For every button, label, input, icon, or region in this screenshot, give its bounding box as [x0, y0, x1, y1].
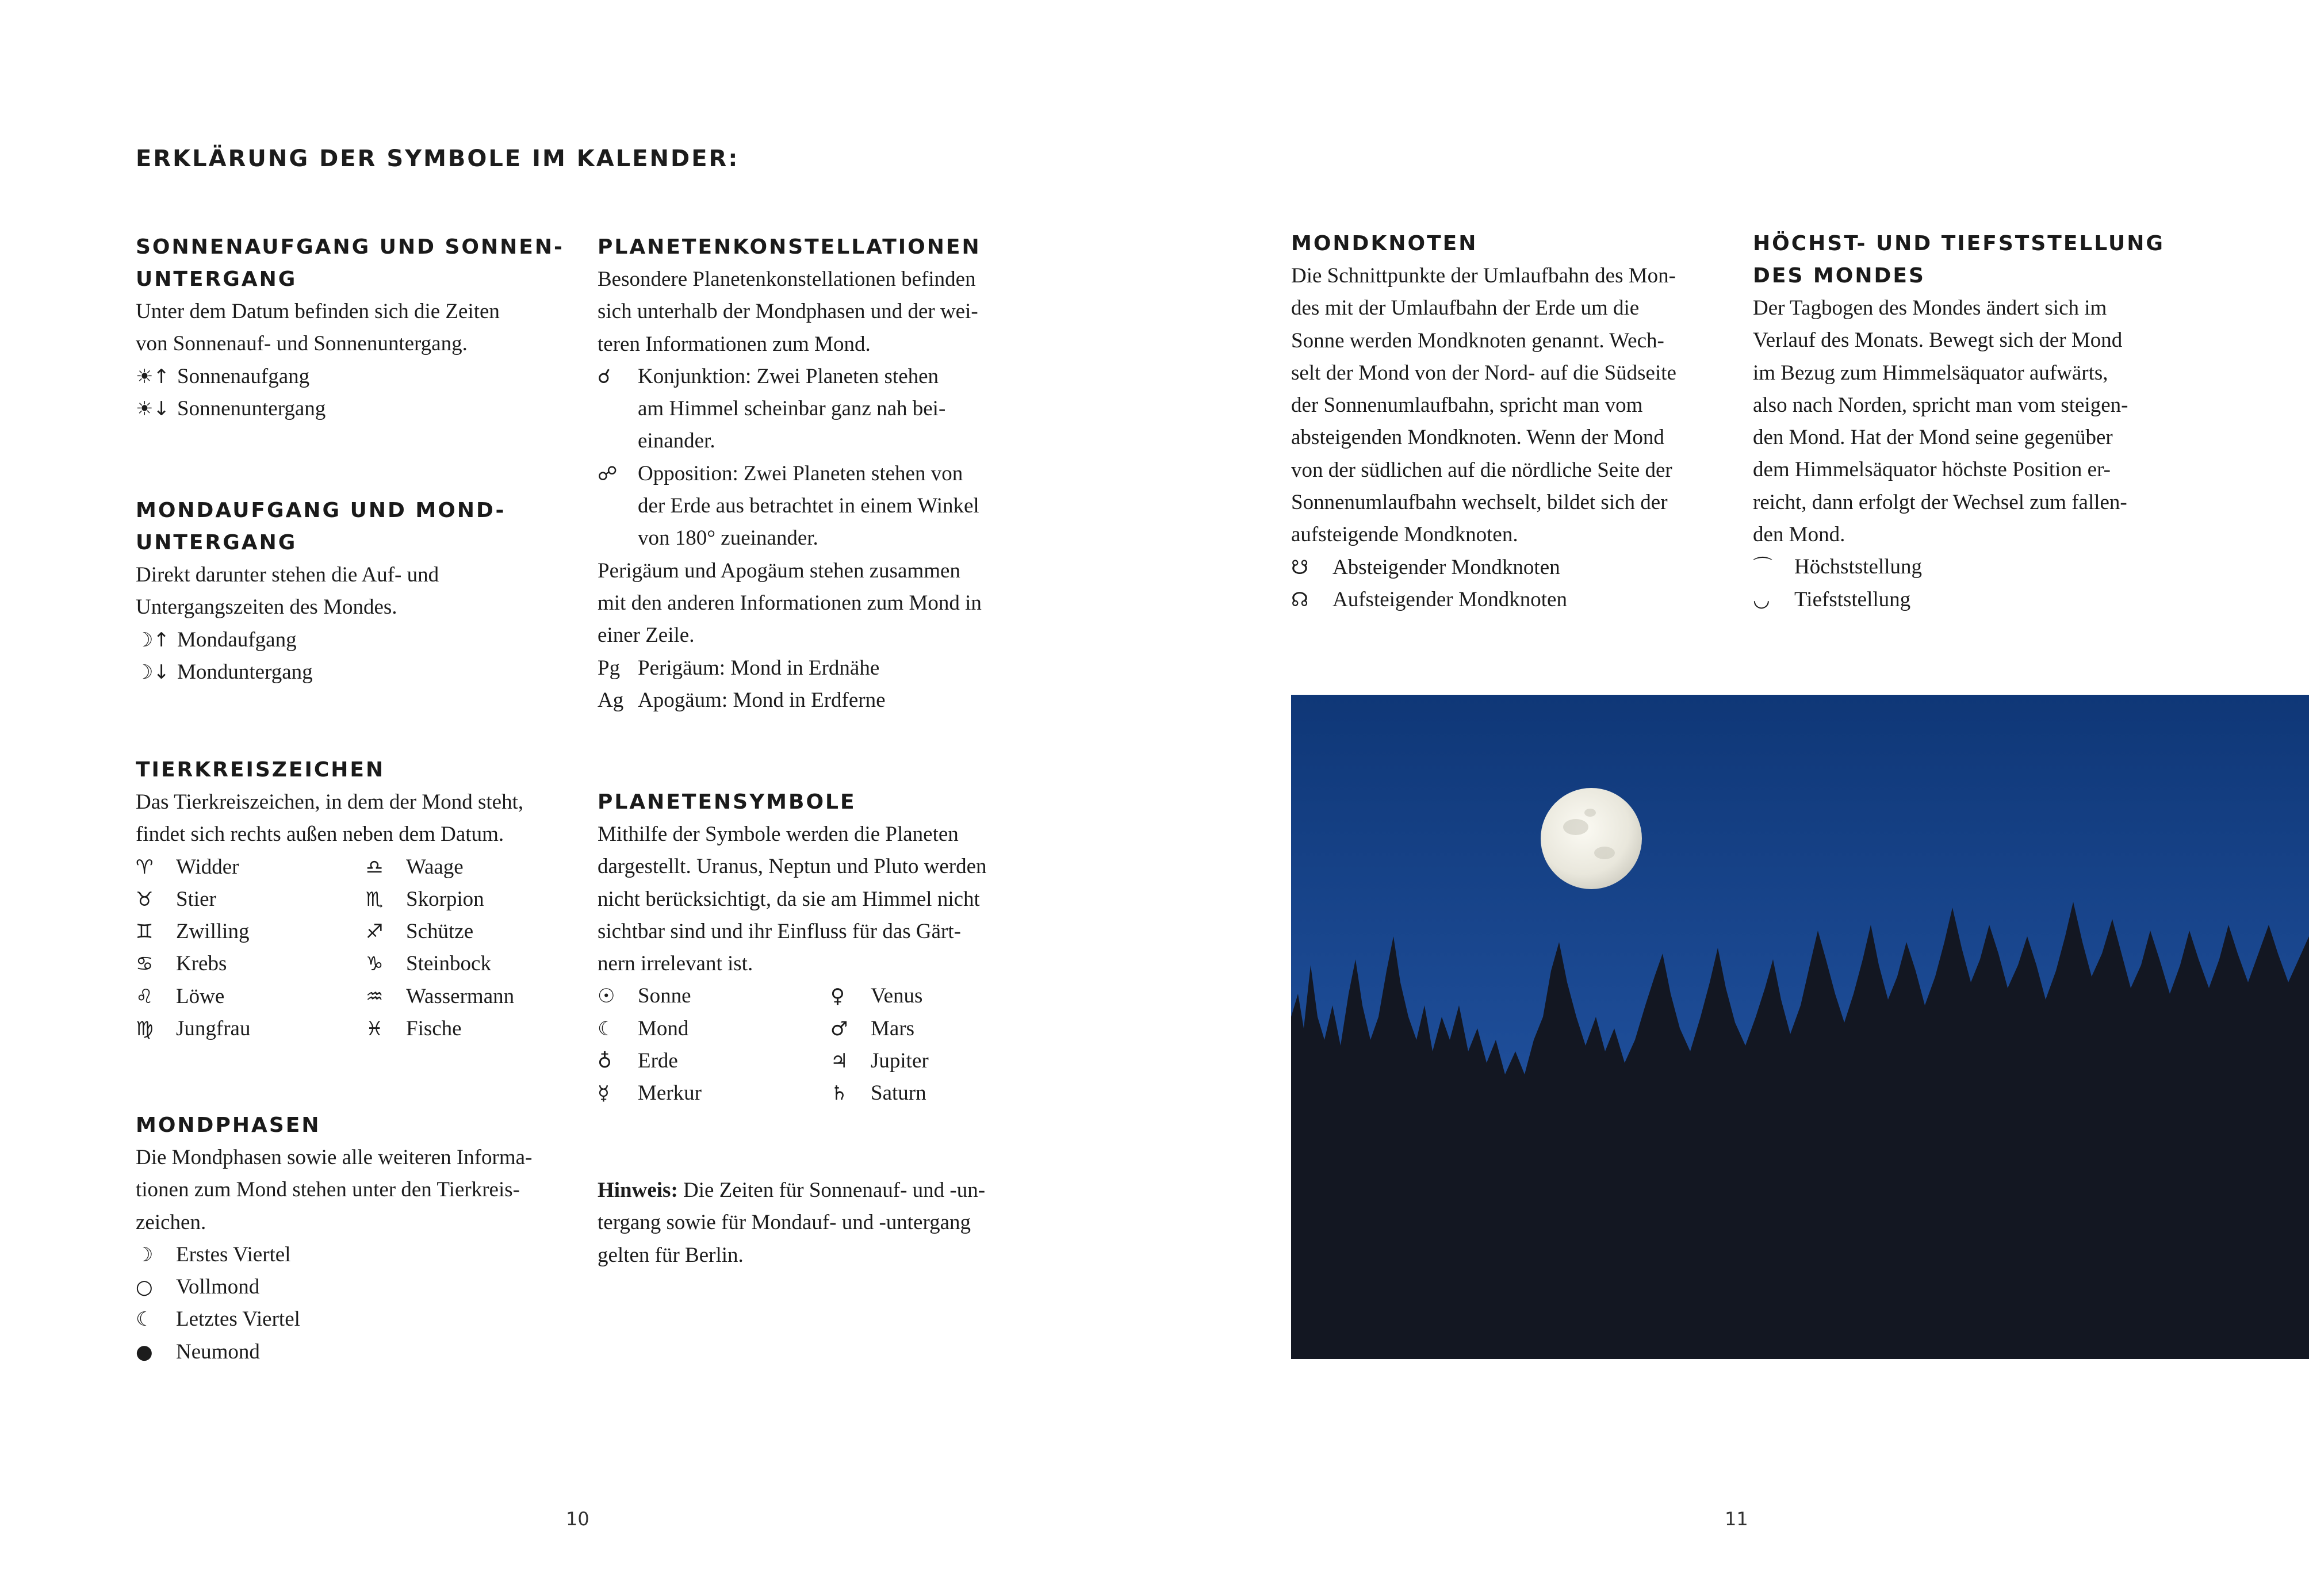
body-text: einander.: [638, 429, 715, 453]
moonphase-item: ○ Vollmond: [136, 1271, 567, 1303]
jupiter-icon: ♃: [830, 1050, 848, 1073]
body-text: von Sonnenauf- und Sonnenuntergang.: [136, 332, 468, 356]
perigaeum-item: Pg Perigäum: Mond in Erdnähe: [598, 652, 1029, 684]
hinweis-text: Hinweis: Die Zeiten für Sonnenauf- und -un-: [598, 1178, 986, 1202]
lowest-position-icon: ◡: [1753, 588, 1770, 611]
body-text: zeichen.: [136, 1210, 206, 1234]
section-heading: PLANETENSYMBOLE: [598, 790, 856, 814]
body-text: den Mond.: [1753, 523, 1845, 547]
venus-icon: ♀: [830, 985, 845, 1008]
new-moon-icon: ●: [136, 1340, 153, 1364]
section-heading: TIERKREISZEICHEN: [136, 758, 385, 782]
moon: [1541, 788, 1642, 889]
leo-icon: ♌: [136, 985, 154, 1008]
section-mondphasen: [136, 1109, 567, 1368]
body-text: Verlauf des Monats. Bewegt sich der Mond: [1753, 328, 2123, 353]
konjunktion-item: ☌ Konjunktion: Zwei Planeten stehen: [598, 361, 1029, 393]
sunset-icon: ☀↓: [136, 397, 170, 420]
highest-position-icon: ⌒: [1753, 556, 1772, 579]
page-title: ERKLÄRUNG DER SYMBOLE IM KALENDER:: [136, 146, 740, 172]
planet-item: ♀ Venus: [830, 980, 1063, 1012]
zodiac-item: ♌ Löwe: [136, 981, 366, 1013]
zodiac-item: ♑ Steinbock: [366, 948, 596, 980]
planet-grid: [598, 980, 1029, 1109]
cancer-icon: ♋: [136, 952, 154, 976]
gemini-icon: ♊: [136, 920, 154, 944]
first-quarter-icon: ☽: [136, 1243, 154, 1266]
planet-item: ☿ Merkur: [598, 1077, 830, 1109]
body-text: Sonne werden Mondknoten genannt. Wech-: [1291, 328, 1664, 353]
body-text: tergang sowie für Mondauf- und -untergang: [598, 1211, 971, 1235]
moon-icon: ☾: [598, 1017, 615, 1040]
page-number-right: 11: [1725, 1508, 1748, 1530]
planet-item: ♁ Erde: [598, 1045, 830, 1077]
body-text: Die Mondphasen sowie alle weiteren Informa-: [136, 1146, 533, 1169]
zodiac-item: ♉ Stier: [136, 883, 366, 916]
scorpio-icon: ♏: [366, 887, 384, 911]
section-mondknoten: [1291, 228, 1722, 616]
body-text: also nach Norden, spricht man vom steigen-: [1753, 393, 2128, 417]
section-heading: MONDPHASEN: [136, 1113, 321, 1137]
section-heading: MONDKNOTEN: [1291, 232, 1478, 255]
aries-icon: ♈: [136, 855, 154, 879]
section-tierkreiszeichen: [136, 754, 567, 1045]
zodiac-grid: [136, 851, 567, 1046]
body-text: Untergangszeiten des Mondes.: [136, 595, 397, 619]
position-item: ◡ Tiefststellung: [1753, 584, 2184, 616]
moonphase-item: ☽ Erstes Viertel: [136, 1239, 567, 1271]
opposition-item: ☍ Opposition: Zwei Planeten stehen von: [598, 458, 1029, 490]
body-text: Die Schnittpunkte der Umlaufbahn des Mon-: [1291, 264, 1676, 288]
planet-item: ♄ Saturn: [830, 1077, 1063, 1109]
body-text: der Erde aus betrachtet in einem Winkel: [638, 494, 979, 518]
aquarius-icon: ♒: [366, 985, 384, 1008]
position-item: ⌒ Höchststellung: [1753, 551, 2184, 583]
zodiac-item: ♊ Zwilling: [136, 916, 366, 948]
moon-forest-illustration: [1291, 695, 2309, 1359]
taurus-icon: ♉: [136, 887, 154, 911]
body-text: dem Himmelsäquator höchste Position er-: [1753, 458, 2111, 482]
body-text: teren Informationen zum Mond.: [598, 332, 871, 356]
body-text: gelten für Berlin.: [598, 1243, 744, 1267]
body-text: im Bezug zum Himmelsäquator aufwärts,: [1753, 361, 2108, 385]
moonrise-icon: ☽↑: [136, 628, 170, 652]
ascending-node-icon: ☊: [1291, 588, 1309, 611]
moonphase-item: ☾ Letztes Viertel: [136, 1303, 567, 1335]
body-text: von 180° zueinander.: [638, 526, 818, 550]
full-moon-icon: ○: [136, 1276, 153, 1299]
earth-icon: ♁: [598, 1050, 612, 1073]
body-text: Perigäum und Apogäum stehen zusammen: [598, 558, 960, 583]
section-heading: HÖCHST- UND TIEFSTSTELLUNG DES MONDES: [1753, 232, 2165, 288]
legend-item: ☽↑ Mondaufgang: [136, 624, 567, 656]
body-text: sichtbar sind und ihr Einfluss für das Gärt-: [598, 919, 961, 943]
hinweis-label: Hinweis:: [598, 1178, 678, 1202]
legend-item: ☽↓ Monduntergang: [136, 656, 567, 688]
capricorn-icon: ♑: [366, 952, 384, 976]
node-item: ☊ Aufsteigender Mondknoten: [1291, 584, 1722, 616]
section-planetensymbole: [598, 786, 1029, 1110]
zodiac-item: ♎ Waage: [366, 851, 596, 883]
section-heading: MONDAUFGANG UND MOND- UNTERGANG: [136, 499, 506, 554]
body-text: einer Zeile.: [598, 623, 695, 648]
body-text: dargestellt. Uranus, Neptun und Pluto werden: [598, 855, 987, 879]
section-hinweis: [598, 1174, 1029, 1272]
sunrise-icon: ☀↑: [136, 365, 170, 388]
mars-icon: ♂: [830, 1017, 848, 1040]
body-text: Unter dem Datum befinden sich die Zeiten: [136, 300, 500, 323]
body-text: reicht, dann erfolgt der Wechsel zum fallen-: [1753, 490, 2127, 514]
moonphase-item: ● Neumond: [136, 1336, 567, 1368]
body-text: der Sonnenumlaufbahn, spricht man vom: [1291, 393, 1643, 418]
apogaeum-item: Ag Apogäum: Mond in Erdferne: [598, 684, 1029, 717]
saturn-icon: ♄: [830, 1082, 848, 1105]
section-mondaufgang: [136, 495, 567, 688]
descending-node-icon: ☋: [1291, 556, 1309, 579]
planet-item: ☉ Sonne: [598, 980, 830, 1012]
body-text: nicht berücksichtigt, da sie am Himmel nicht: [598, 887, 980, 911]
body-text: nern irrelevant ist.: [598, 952, 753, 976]
body-text: den Mond. Hat der Mond seine gegenüber: [1753, 426, 2113, 450]
opposition-icon: ☍: [598, 462, 618, 485]
body-text: Mithilfe der Symbole werden die Planeten: [598, 822, 959, 846]
virgo-icon: ♍: [136, 1017, 154, 1041]
moon-forest-photo: [1291, 695, 2309, 1359]
conjunction-icon: ☌: [598, 365, 611, 388]
planet-item: ♂ Mars: [830, 1013, 1063, 1045]
zodiac-item: ♈ Widder: [136, 851, 366, 883]
body-text: selt der Mond von der Nord- auf die Südseite: [1291, 361, 1676, 385]
body-text: Direkt darunter stehen die Auf- und: [136, 563, 439, 587]
section-heading: PLANETENKONSTELLATIONEN: [598, 235, 981, 259]
body-text: mit den anderen Informationen zum Mond in: [598, 591, 982, 615]
legend-item: ☀↓ Sonnenuntergang: [136, 393, 567, 425]
zodiac-item: ♐ Schütze: [366, 916, 596, 948]
body-text: findet sich rechts außen neben dem Datum.: [136, 822, 504, 847]
planet-item: ♃ Jupiter: [830, 1045, 1063, 1077]
section-heading: SONNENAUFGANG UND SONNEN- UNTERGANG: [136, 235, 564, 291]
apogee-abbr: Ag: [598, 688, 624, 712]
perigee-abbr: Pg: [598, 656, 621, 680]
section-planetenkonstellationen: [598, 231, 1029, 717]
planet-item: ☾ Mond: [598, 1013, 830, 1045]
body-text: Besondere Planetenkonstellationen befinden: [598, 267, 976, 291]
moonset-icon: ☽↓: [136, 660, 170, 684]
body-text: absteigenden Mondknoten. Wenn der Mond: [1291, 426, 1664, 450]
section-hoechststellung: [1753, 228, 2184, 616]
zodiac-item: ♒ Wassermann: [366, 981, 596, 1013]
zodiac-item: ♓ Fische: [366, 1013, 596, 1045]
body-text: Der Tagbogen des Mondes ändert sich im: [1753, 296, 2107, 320]
section-sonnenaufgang: [136, 231, 567, 425]
body-text: von der südlichen auf die nördliche Seite der: [1291, 458, 1672, 482]
node-item: ☋ Absteigender Mondknoten: [1291, 552, 1722, 584]
sagittarius-icon: ♐: [366, 920, 384, 944]
zodiac-item: ♏ Skorpion: [366, 883, 596, 916]
body-text: am Himmel scheinbar ganz nah bei-: [638, 397, 946, 421]
body-text: Sonnenumlaufbahn wechselt, bildet sich der: [1291, 491, 1668, 515]
page-number-left: 10: [566, 1508, 589, 1530]
last-quarter-icon: ☾: [136, 1308, 154, 1331]
pisces-icon: ♓: [366, 1017, 384, 1041]
zodiac-item: ♋ Krebs: [136, 948, 366, 980]
body-text: des mit der Umlaufbahn der Erde um die: [1291, 296, 1640, 320]
body-text: aufsteigende Mondknoten.: [1291, 523, 1518, 547]
mercury-icon: ☿: [598, 1082, 610, 1105]
libra-icon: ♎: [366, 855, 384, 879]
sun-icon: ☉: [598, 985, 615, 1008]
body-text: sich unterhalb der Mondphasen und der wei-: [598, 300, 978, 324]
legend-item: ☀↑ Sonnenaufgang: [136, 361, 567, 393]
zodiac-item: ♍ Jungfrau: [136, 1013, 366, 1045]
body-text: tionen zum Mond stehen unter den Tierkreis-: [136, 1178, 520, 1202]
body-text: Das Tierkreiszeichen, in dem der Mond steht,: [136, 790, 524, 814]
